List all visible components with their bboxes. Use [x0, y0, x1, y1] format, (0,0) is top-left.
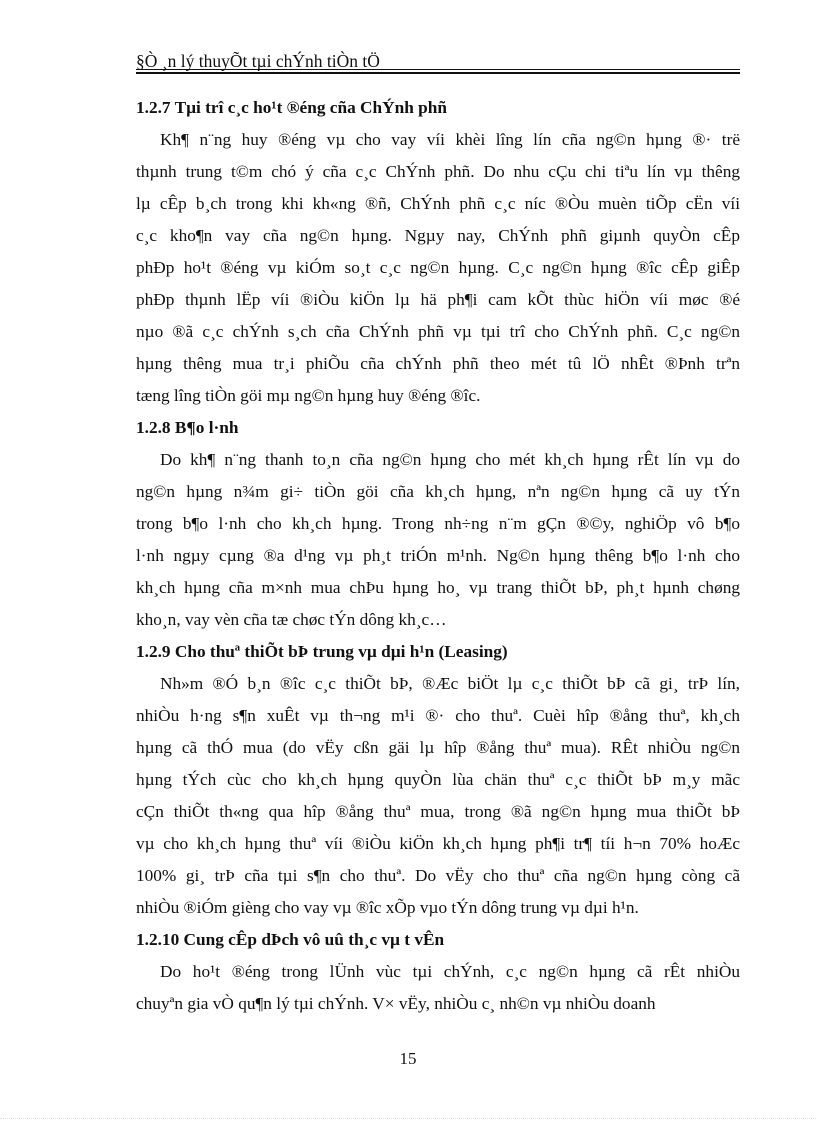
body-text-line: l·nh ngµy cµng ®a d¹ng vµ ph¸t triÓn m¹nh. Ng©n hµng thêng b¶o l·nh cho	[136, 546, 740, 565]
body-text-line: Do kh¶ n¨ng thanh to¸n cña ng©n hµng cho mét kh¸ch hµng rÊt lín vµ do	[160, 450, 740, 469]
body-text-line: hµng tÝch cùc cho kh¸ch hµng quyÒn lùa chän thuª c¸c thiÕt bÞ m¸y mãc	[136, 770, 740, 789]
body-text-line: ng©n hµng n¾m gi÷ tiÒn göi cña kh¸ch hµng, nªn ng©n hµng cã uy tÝn	[136, 482, 740, 501]
body-text-line: trong b¶o l·nh cho kh¸ch hµng. Trong nh÷ng n¨m gÇn ®©y, nghiÖp vô b¶o	[136, 514, 740, 533]
body-text-line: Nh»m ®Ó b¸n ®îc c¸c thiÕt bÞ, ®Æc biÖt lµ c¸c thiÕt bÞ cã gi¸ trÞ lín,	[160, 674, 740, 693]
body-text-line: tæng lîng tiÒn göi mµ ng©n hµng huy ®éng ®îc.	[136, 386, 481, 405]
header-rule	[136, 69, 740, 70]
section-heading: 1.2.9 Cho thuª thiÕt bÞ trung vµ dµi h¹n (Leasing)	[136, 642, 508, 661]
section-heading: 1.2.7 Tµi trî c¸c ho¹t ®éng cña ChÝnh phñ	[136, 98, 447, 117]
body-text-line: nµo ®ã c¸c chÝnh s¸ch cña ChÝnh phñ vµ tµi trî cho ChÝnh phñ. C¸c ng©n	[136, 322, 740, 341]
body-text-line: lµ cÊp b¸ch trong khi kh«ng ®ñ, ChÝnh phñ c¸c níc ®Òu muèn tiÕp cËn víi	[136, 194, 740, 213]
body-text-line: cÇn thiÕt th«ng qua hîp ®ång thuª mua, trong ®ã ng©n hµng mua thiÕt bÞ	[136, 802, 740, 821]
page-edge-divider	[0, 1118, 816, 1119]
body-text-line: nhiÒu h·ng s¶n xuÊt vµ th¬ng m¹i ®· cho thuª. Cuèi hîp ®ång thuª, kh¸ch	[136, 706, 740, 725]
body-text-line: Kh¶ n¨ng huy ®éng vµ cho vay víi khèi lîng lín cña ng©n hµng ®· trë	[160, 130, 740, 149]
header-rule-thick	[136, 72, 740, 74]
body-text-line: thµnh trung t©m chó ý cña c¸c ChÝnh phñ. Do nhu cÇu chi tiªu lín vµ thêng	[136, 162, 740, 181]
body-text-line: vµ cho kh¸ch hµng thuª víi ®iÒu kiÖn kh¸ch hµng ph¶i tr¶ tíi h¬n 70% hoÆc	[136, 834, 740, 853]
document-body	[136, 92, 740, 1020]
body-text-line: chuyªn gia vÒ qu¶n lý tµi chÝnh. V× vËy, nhiÒu c¸ nh©n vµ nhiÒu doanh	[136, 994, 656, 1013]
body-text-line: phÐp thµnh lËp víi ®iÒu kiÖn lµ hä ph¶i cam kÕt thùc hiÖn víi møc ®é	[136, 290, 740, 309]
body-text-line: hµng thêng mua tr¸i phiÕu cña chÝnh phñ theo mét tû lÖ nhÊt ®Þnh trªn	[136, 354, 740, 373]
running-header: §Ò ¸n lý thuyÕt tµi chÝnh tiÒn tÖ	[136, 51, 380, 71]
body-text-line: 100% gi¸ trÞ cña tµi s¶n cho thuª. Do vËy cho thuª cña ng©n hµng còng cã	[136, 866, 740, 885]
body-text-line: phÐp ho¹t ®éng vµ kiÓm so¸t c¸c ng©n hµng. C¸c ng©n hµng ®îc cÊp giÊp	[136, 258, 740, 277]
section-heading: 1.2.8 B¶o l·nh	[136, 418, 239, 437]
body-text-line: nhiÒu ®iÓm gièng cho vay vµ ®îc xÕp vµo tÝn dông trung vµ dµi h¹n.	[136, 898, 639, 917]
page-number: 15	[399, 1049, 417, 1068]
body-text-line: kh¸ch hµng cña m×nh mua chÞu hµng ho¸ vµ trang thiÕt bÞ, ph¸t hµnh chøng	[136, 578, 740, 597]
body-text-line: kho¸n, vay vèn cña tæ chøc tÝn dông kh¸c…	[136, 610, 447, 629]
section-heading: 1.2.10 Cung cÊp dÞch vô uû th¸c vµ t vÊn	[136, 930, 445, 949]
body-text-line: c¸c kho¶n vay cña ng©n hµng. Ngµy nay, ChÝnh phñ giµnh quyÒn cÊp	[136, 226, 740, 245]
body-text-line: hµng cã thÓ mua (do vËy cßn gäi lµ hîp ®ång thuª mua). RÊt nhiÒu ng©n	[136, 738, 740, 757]
body-text-line: Do ho¹t ®éng trong lÜnh vùc tµi chÝnh, c¸c ng©n hµng cã rÊt nhiÒu	[160, 962, 740, 981]
